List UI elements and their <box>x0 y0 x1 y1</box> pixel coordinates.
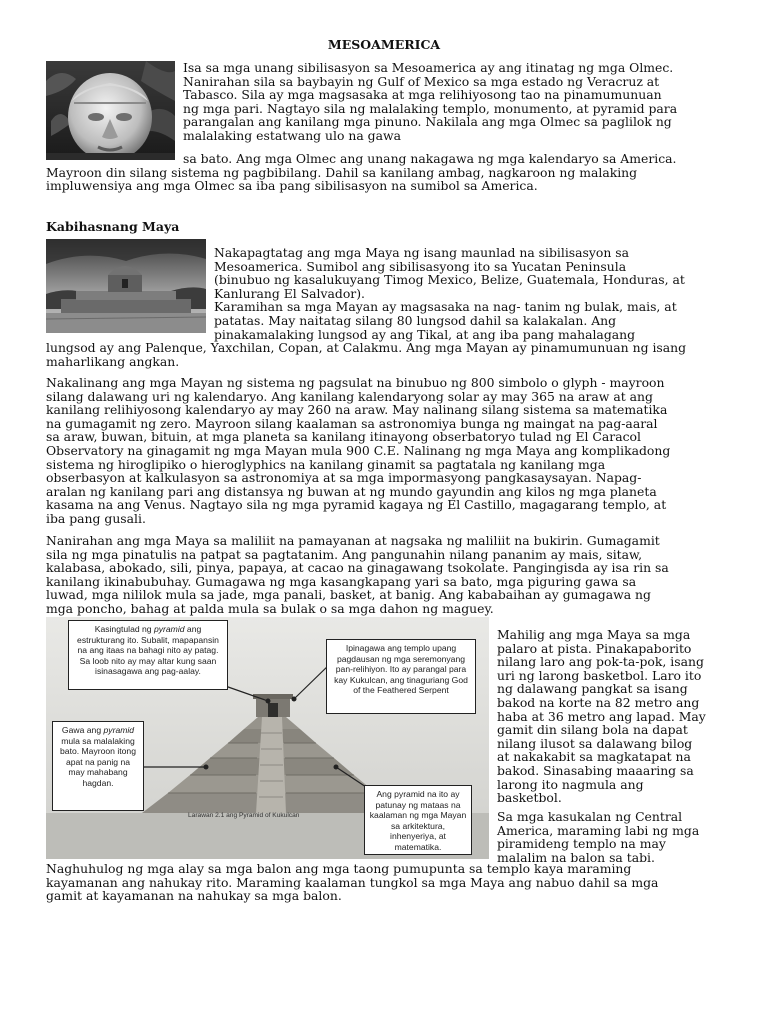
callout-text-italic: pyramid <box>103 725 135 735</box>
text-line: impluwensiya ang mga Olmec sa iba pang sibilisasyon na sumibol sa America. <box>46 178 538 194</box>
olmec-head-image <box>46 61 175 160</box>
maya-intro-continued <box>46 341 686 368</box>
el-caracol-image <box>46 239 206 333</box>
wells-paragraph-side <box>497 810 699 864</box>
callout-stone-construction <box>52 721 144 811</box>
text-line: mga poncho, bahag at palda mula sa bulak o sa mga dahon ng maguey. <box>46 600 494 616</box>
text-line: uri ng larong basketbol. Laro ito <box>497 667 702 683</box>
text-line: bakod na korte na 82 metro ang <box>497 694 700 710</box>
callout-text-italic: pyramid <box>153 624 185 634</box>
text-line: palaro at pista. Pinakapaborito <box>497 640 692 656</box>
olmec-paragraph-wrapped <box>183 61 677 143</box>
text-line: (binubuo ng kasalukuyang Timog Mexico, Belize, Guatemala, Honduras, at <box>214 272 685 288</box>
figure-caption: Larawan 2.1 ang Pyramid of Kukulcan <box>188 812 300 819</box>
text-line: Nakalinang ang mga Mayan ng sistema ng pagsulat na binubuo ng 800 simbolo o glyph - mayroon <box>46 375 665 390</box>
text-line: basketbol. <box>497 790 562 806</box>
text-line: malalaking estatwang ulo na gawa <box>183 127 401 143</box>
text-line: Nanirahan ang mga Maya sa maliliit na pamayanan at nagsaka ng maliliit na bukirin. Gumagamit <box>46 533 660 548</box>
page-title: MESOAMERICA <box>327 37 441 52</box>
observatory-photo <box>46 239 206 333</box>
maya-section-heading: Kabihasnang Maya <box>46 219 180 234</box>
text-line: bakod. Sinasabing maaaring sa <box>497 762 694 778</box>
farming-paragraph <box>46 534 669 616</box>
text-line: Observatory na ginagamit ng mga Mayan mula 900 C.E. Nalinang ng mga Maya ang komplikadong <box>46 442 671 458</box>
text-line: sa araw, buwan, bituin, at mga planeta sa kanilang itinayong obserbatoryo tulad ng El Caracol <box>46 429 641 445</box>
text-line: Karamihan sa mga Mayan ay magsasaka na nag- tanim ng bulak, mais, at <box>214 299 677 315</box>
text-line: sistema ng hiroglipiko o hieroglyphics na kanilang ginamit sa pagtatala ng kanilang mga <box>46 456 606 472</box>
callout-temple-purpose <box>326 639 476 714</box>
text-line: maharlikang angkan. <box>46 353 180 369</box>
text-line: nilang ilusot sa dalawang bilog <box>497 735 693 751</box>
text-line: gamit at kayamanan na nahukay sa mga balon. <box>46 888 342 904</box>
text-line: haba at 36 metro ang lapad. May <box>497 708 706 724</box>
text-line: obserbasyon at kalkulasyon sa astronomiya at sa mga impormasyong pangkasaysayan. Napag- <box>46 470 642 486</box>
text-line: silang dalawang uri ng kalendaryo. Ang kanilang kalendaryong solar ay may 365 na araw at ang <box>46 388 653 404</box>
ballgame-paragraph <box>497 628 706 805</box>
text-line: Mesoamerica. Sumibol ang sibilisasyong ito sa Yucatan Peninsula <box>214 258 627 274</box>
text-line: Mayroon din silang sistema ng pagbibilang. Dahil sa kanilang ambag, nagkaroon ng malaking <box>46 164 638 180</box>
text-line: Nanirahan sila sa baybayin ng Gulf of Mexico sa mga estado ng Veracruz at <box>183 73 660 89</box>
callout-text: ang estrukturang ito. Subalit, mapapansin na ang itaas na bahagi nito ay patag. Sa loob nito ay may altar kung saan isinasagawa ang pag-aalay. <box>77 624 219 677</box>
text-line: Naghuhulog ng mga alay sa mga balon ang mga taong pumupunta sa templo kaya maraming <box>46 861 632 876</box>
text-line: Isa sa mga unang sibilisasyon sa Mesoamerica ay ang itinatag ng mga Olmec. <box>183 60 674 75</box>
callout-text: mula sa malalaking bato. Mayroon itong apat na panig na may mahabang hagdan. <box>60 735 136 788</box>
text-line: kalabasa, abokado, sili, pinya, papaya, at cacao na ginagawang tsokolate. Pangingisda ay isa rin sa <box>46 560 669 576</box>
text-line: nilang laro ang pok-ta-pok, isang <box>497 654 704 670</box>
text-line: Tabasco. Sila ay mga magsasaka at mga relihiyosong tao na pinamumunuan <box>183 87 662 103</box>
text-line: Kanlurang El Salvador). <box>214 285 365 301</box>
pyramid-figure <box>46 617 489 859</box>
text-line: sa bato. Ang mga Olmec ang unang nakagawa ng mga kalendaryo sa America. <box>183 151 677 166</box>
wells-paragraph-continued <box>46 862 658 903</box>
text-line: kanilang relihiyosong kalendaryo ay may 260 na araw. May nalinang silang sistema sa matematika <box>46 402 668 418</box>
text-line: kayamanan ang nahukay rito. Maraming kaalaman tungkol sa mga Maya ang nabuo dahil sa mga <box>46 874 659 890</box>
writing-system-paragraph <box>46 376 670 526</box>
olmec-paragraph-continued <box>46 152 676 193</box>
text-line: luwad, mga nililok mula sa jade, mga panali, basket, at banig. Ang kababaihan ay gumagawa ng <box>46 587 651 603</box>
text-line: at nakakabit sa magkatapat na <box>497 749 691 765</box>
text-line: Mahilig ang mga Maya sa mga <box>497 627 691 642</box>
text-line: Nakapagtatag ang mga Maya ng isang maunlad na sibilisasyon sa <box>214 245 630 260</box>
olmec-head-photo <box>46 61 175 160</box>
callout-text: Kasingtulad ng <box>94 624 154 634</box>
text-line: patatas. May naitatag silang 80 lungsod dahil sa kalakalan. Ang <box>214 312 617 328</box>
text-line: pinakamalaking lungsod ay ang Tikal, at ang iba pang mahalagang <box>214 326 636 342</box>
text-line: kanilang ikinabubuhay. Gumagawa ng mga kasangkapang yari sa bato, mga piguring gawa sa <box>46 573 637 589</box>
text-line: na gumagamit ng zero. Mayroon silang kaalaman sa astronomiya bunga ng maingat na pag-aaral <box>46 415 658 431</box>
callout-text: Ipinagawa ang templo upang pagdausan ng mga seremonyang pan-relihiyon. Ito ay parangal para kay Kukulcan, ang tinaguriang God of the Feathered Serpent <box>334 643 468 696</box>
callout-knowledge <box>364 785 472 855</box>
text-line: ng dalawang pangkat sa isang <box>497 681 688 697</box>
text-line: ng mga pari. Nagtayo sila ng malalaking templo, monumento, at pyramid para <box>183 100 678 116</box>
text-line: Sa mga kasukalan ng Central <box>497 809 683 824</box>
maya-intro-wrapped <box>214 246 685 341</box>
text-line: aralan ng kanilang pari ang distansya ng buwan at ng mundo gayundin ang kilos ng mga planeta <box>46 483 657 499</box>
text-line: malalim na balon sa tabi. <box>497 849 655 865</box>
callout-text: Ang pyramid na ito ay patunay ng mataas na kaalaman ng mga Mayan sa arkitektura, inhenyeriya, at matematika. <box>369 789 467 852</box>
callout-text: Gawa ang <box>61 725 104 735</box>
text-line: iba pang gusali. <box>46 510 146 526</box>
text-line: piramideng templo na may <box>497 836 666 852</box>
callout-flat-top <box>68 620 228 690</box>
text-line: kasama na ang Venus. Nagtayo sila ng mga pyramid kagaya ng El Castillo, magagarang templo, at <box>46 497 667 513</box>
text-line: gamit din silang bola na dapat <box>497 722 688 738</box>
text-line: parangalan ang kanilang mga pinuno. Nakilala ang mga Olmec sa paglilok ng <box>183 114 672 130</box>
text-line: larong ito nagmula ang <box>497 776 644 792</box>
text-line: lungsod ay ang Palenque, Yaxchilan, Copan, at Calakmu. Ang mga Mayan ay pinamumunuan ng isang <box>46 340 687 355</box>
text-line: sila ng mga pinatulis na patpat sa pagtatanim. Ang pangunahin nilang pananim ay mais, sitaw, <box>46 546 643 562</box>
text-line: America, maraming labi ng mga <box>497 822 700 838</box>
